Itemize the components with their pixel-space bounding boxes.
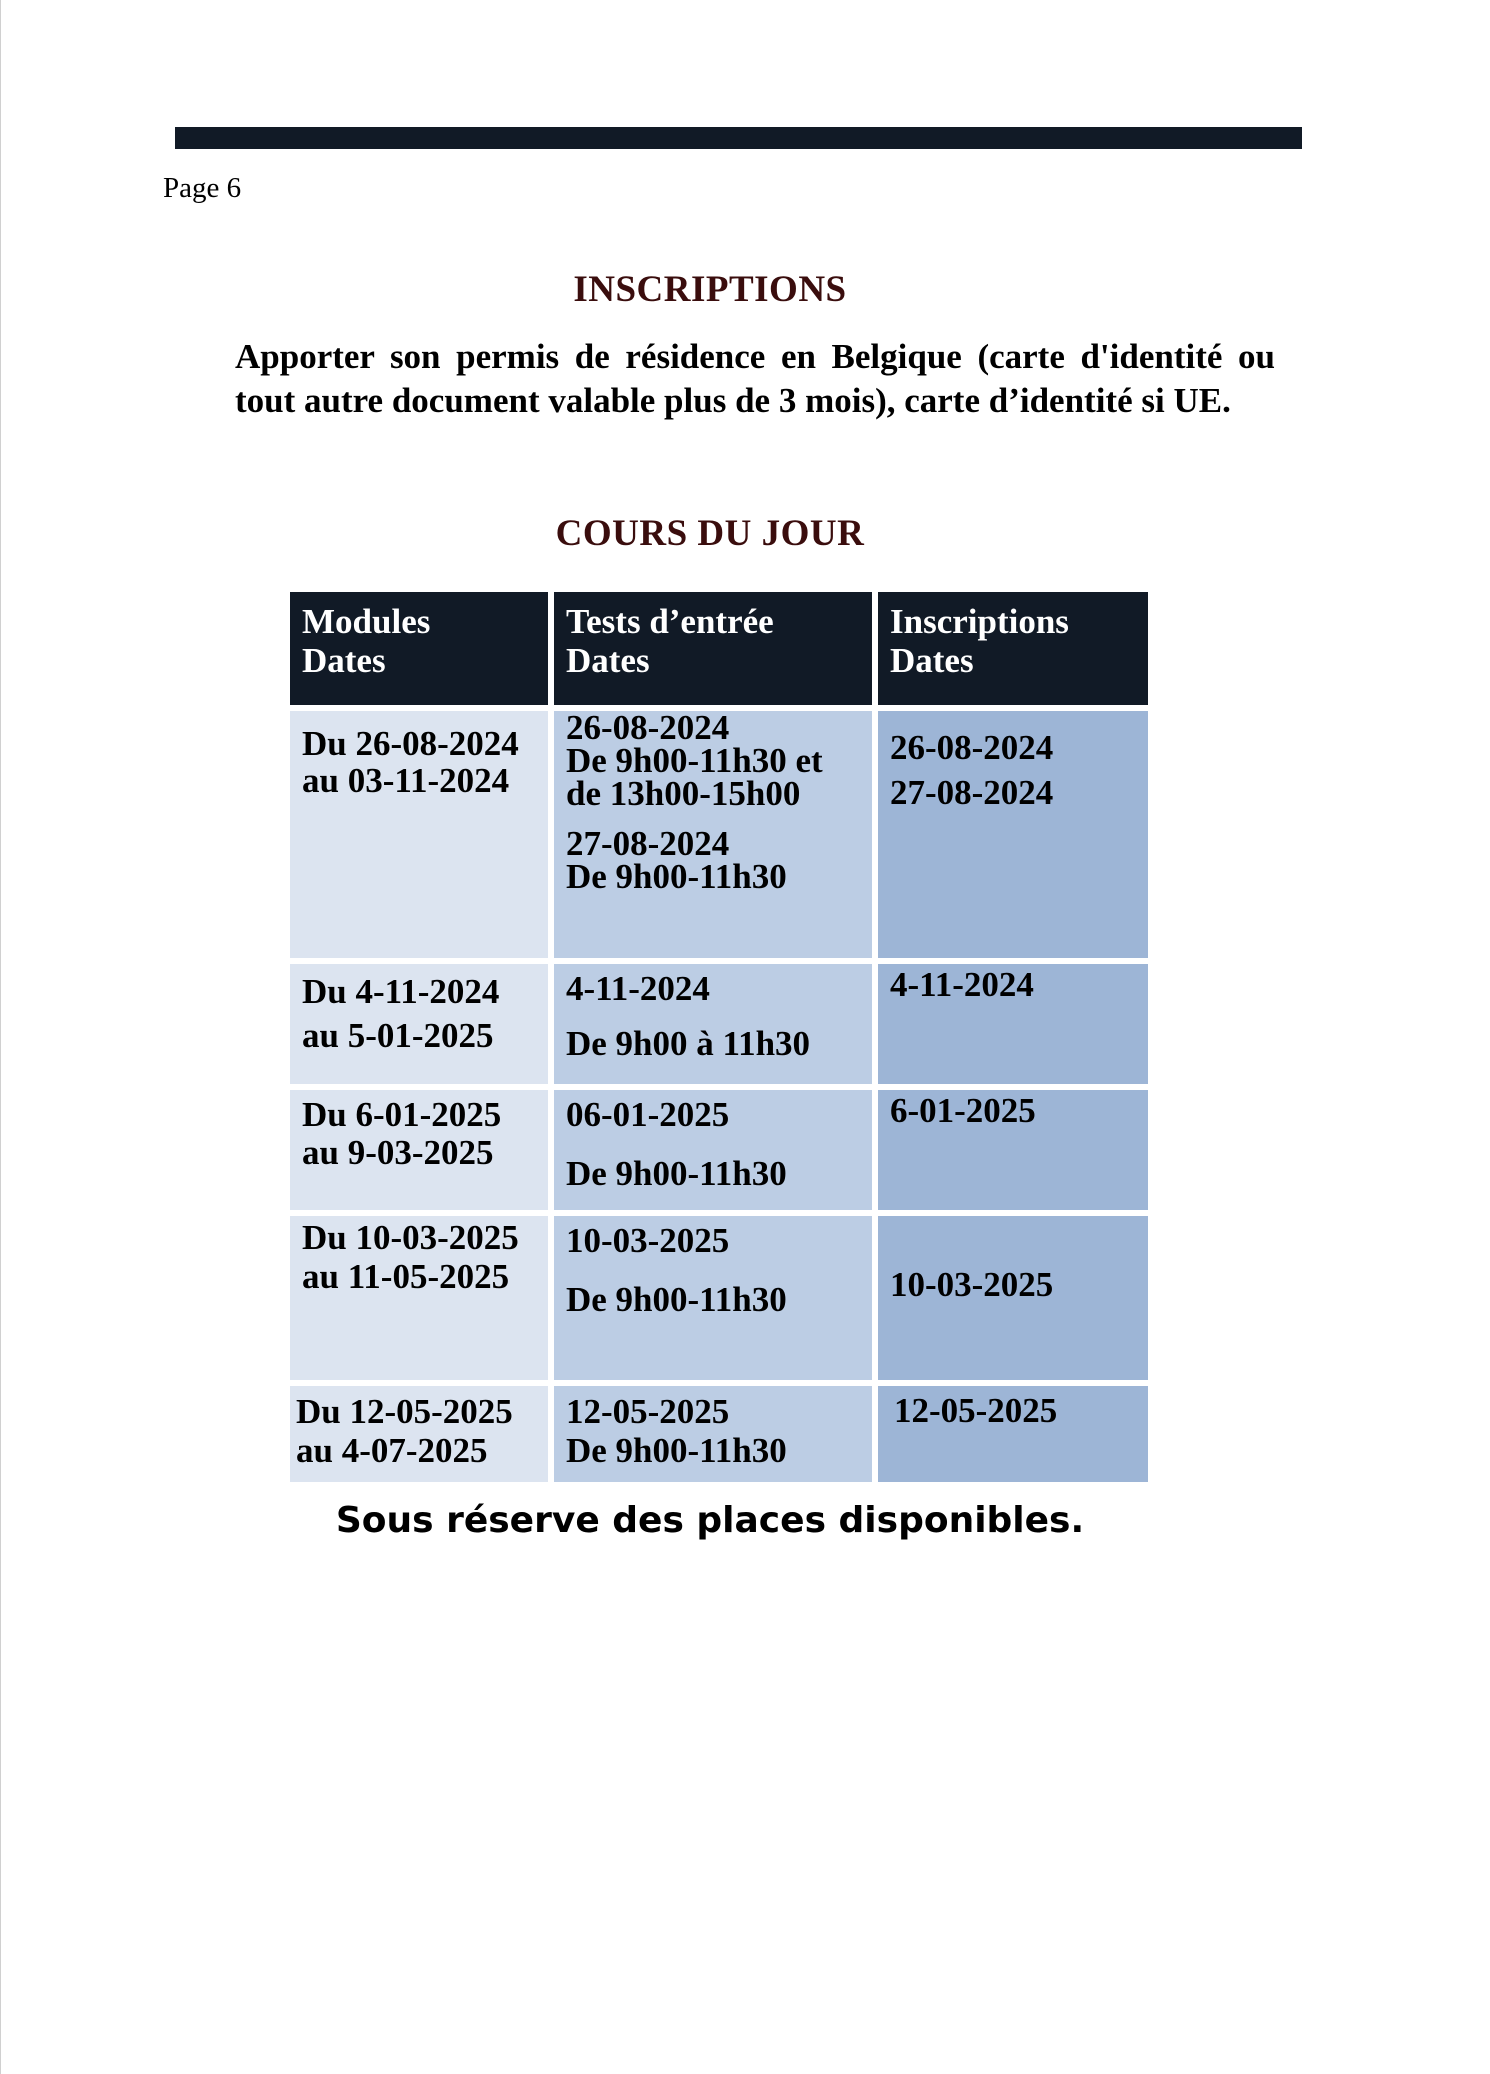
table-row: [290, 964, 1148, 1084]
test-dates-cell: 12-05-2025 De 9h00-11h30: [554, 1386, 872, 1482]
inscription-dates-cell: 4-11-2024: [878, 964, 1148, 1084]
inscriptions-title: INSCRIPTIONS: [573, 269, 847, 310]
test-dates-cell: 26-08-2024 De 9h00-11h30 et de 13h00-15h00 27-08-2024 De 9h00-11h30: [554, 711, 872, 958]
table-row: [290, 1386, 1148, 1482]
test-dates-cell: 4-11-2024 De 9h00 à 11h30: [554, 964, 872, 1084]
schedule-table: [284, 586, 1154, 1488]
column-header-inscriptions: Inscriptions Dates: [878, 592, 1148, 705]
test-dates-cell: 06-01-2025 De 9h00-11h30: [554, 1090, 872, 1210]
table-row: [290, 1090, 1148, 1210]
inscription-dates-cell: 10-03-2025: [878, 1216, 1148, 1380]
page-number: Page 6: [163, 172, 242, 204]
inscription-dates-cell: 6-01-2025: [878, 1090, 1148, 1210]
column-header-tests: Tests d’entrée Dates: [554, 592, 872, 705]
availability-note: Sous réserve des places disponibles.: [335, 1500, 1085, 1541]
inscription-dates-cell: 12-05-2025: [878, 1386, 1148, 1482]
table-row: [290, 1216, 1148, 1380]
table-header-row: [290, 592, 1148, 705]
module-dates-cell: Du 4-11-2024 au 5-01-2025: [290, 964, 548, 1084]
header-bar: [175, 127, 1302, 149]
test-dates-cell: 10-03-2025 De 9h00-11h30: [554, 1216, 872, 1380]
module-dates-cell: Du 26-08-2024 au 03-11-2024: [290, 711, 548, 958]
module-dates-cell: Du 12-05-2025 au 4-07-2025: [290, 1386, 548, 1482]
inscription-dates-cell: 26-08-2024 27-08-2024: [878, 711, 1148, 958]
cours-title: COURS DU JOUR: [555, 513, 865, 554]
inscriptions-text: Apporter son permis de résidence en Belgique (carte d'identité ou tout autre document valable plus de 3 mois), carte d’identité si UE.: [235, 337, 1275, 420]
column-header-modules: Modules Dates: [290, 592, 548, 705]
module-dates-cell: Du 10-03-2025 au 11-05-2025: [290, 1216, 548, 1380]
module-dates-cell: Du 6-01-2025 au 9-03-2025: [290, 1090, 548, 1210]
page-edge: [0, 0, 1, 2074]
table-row: [290, 711, 1148, 958]
